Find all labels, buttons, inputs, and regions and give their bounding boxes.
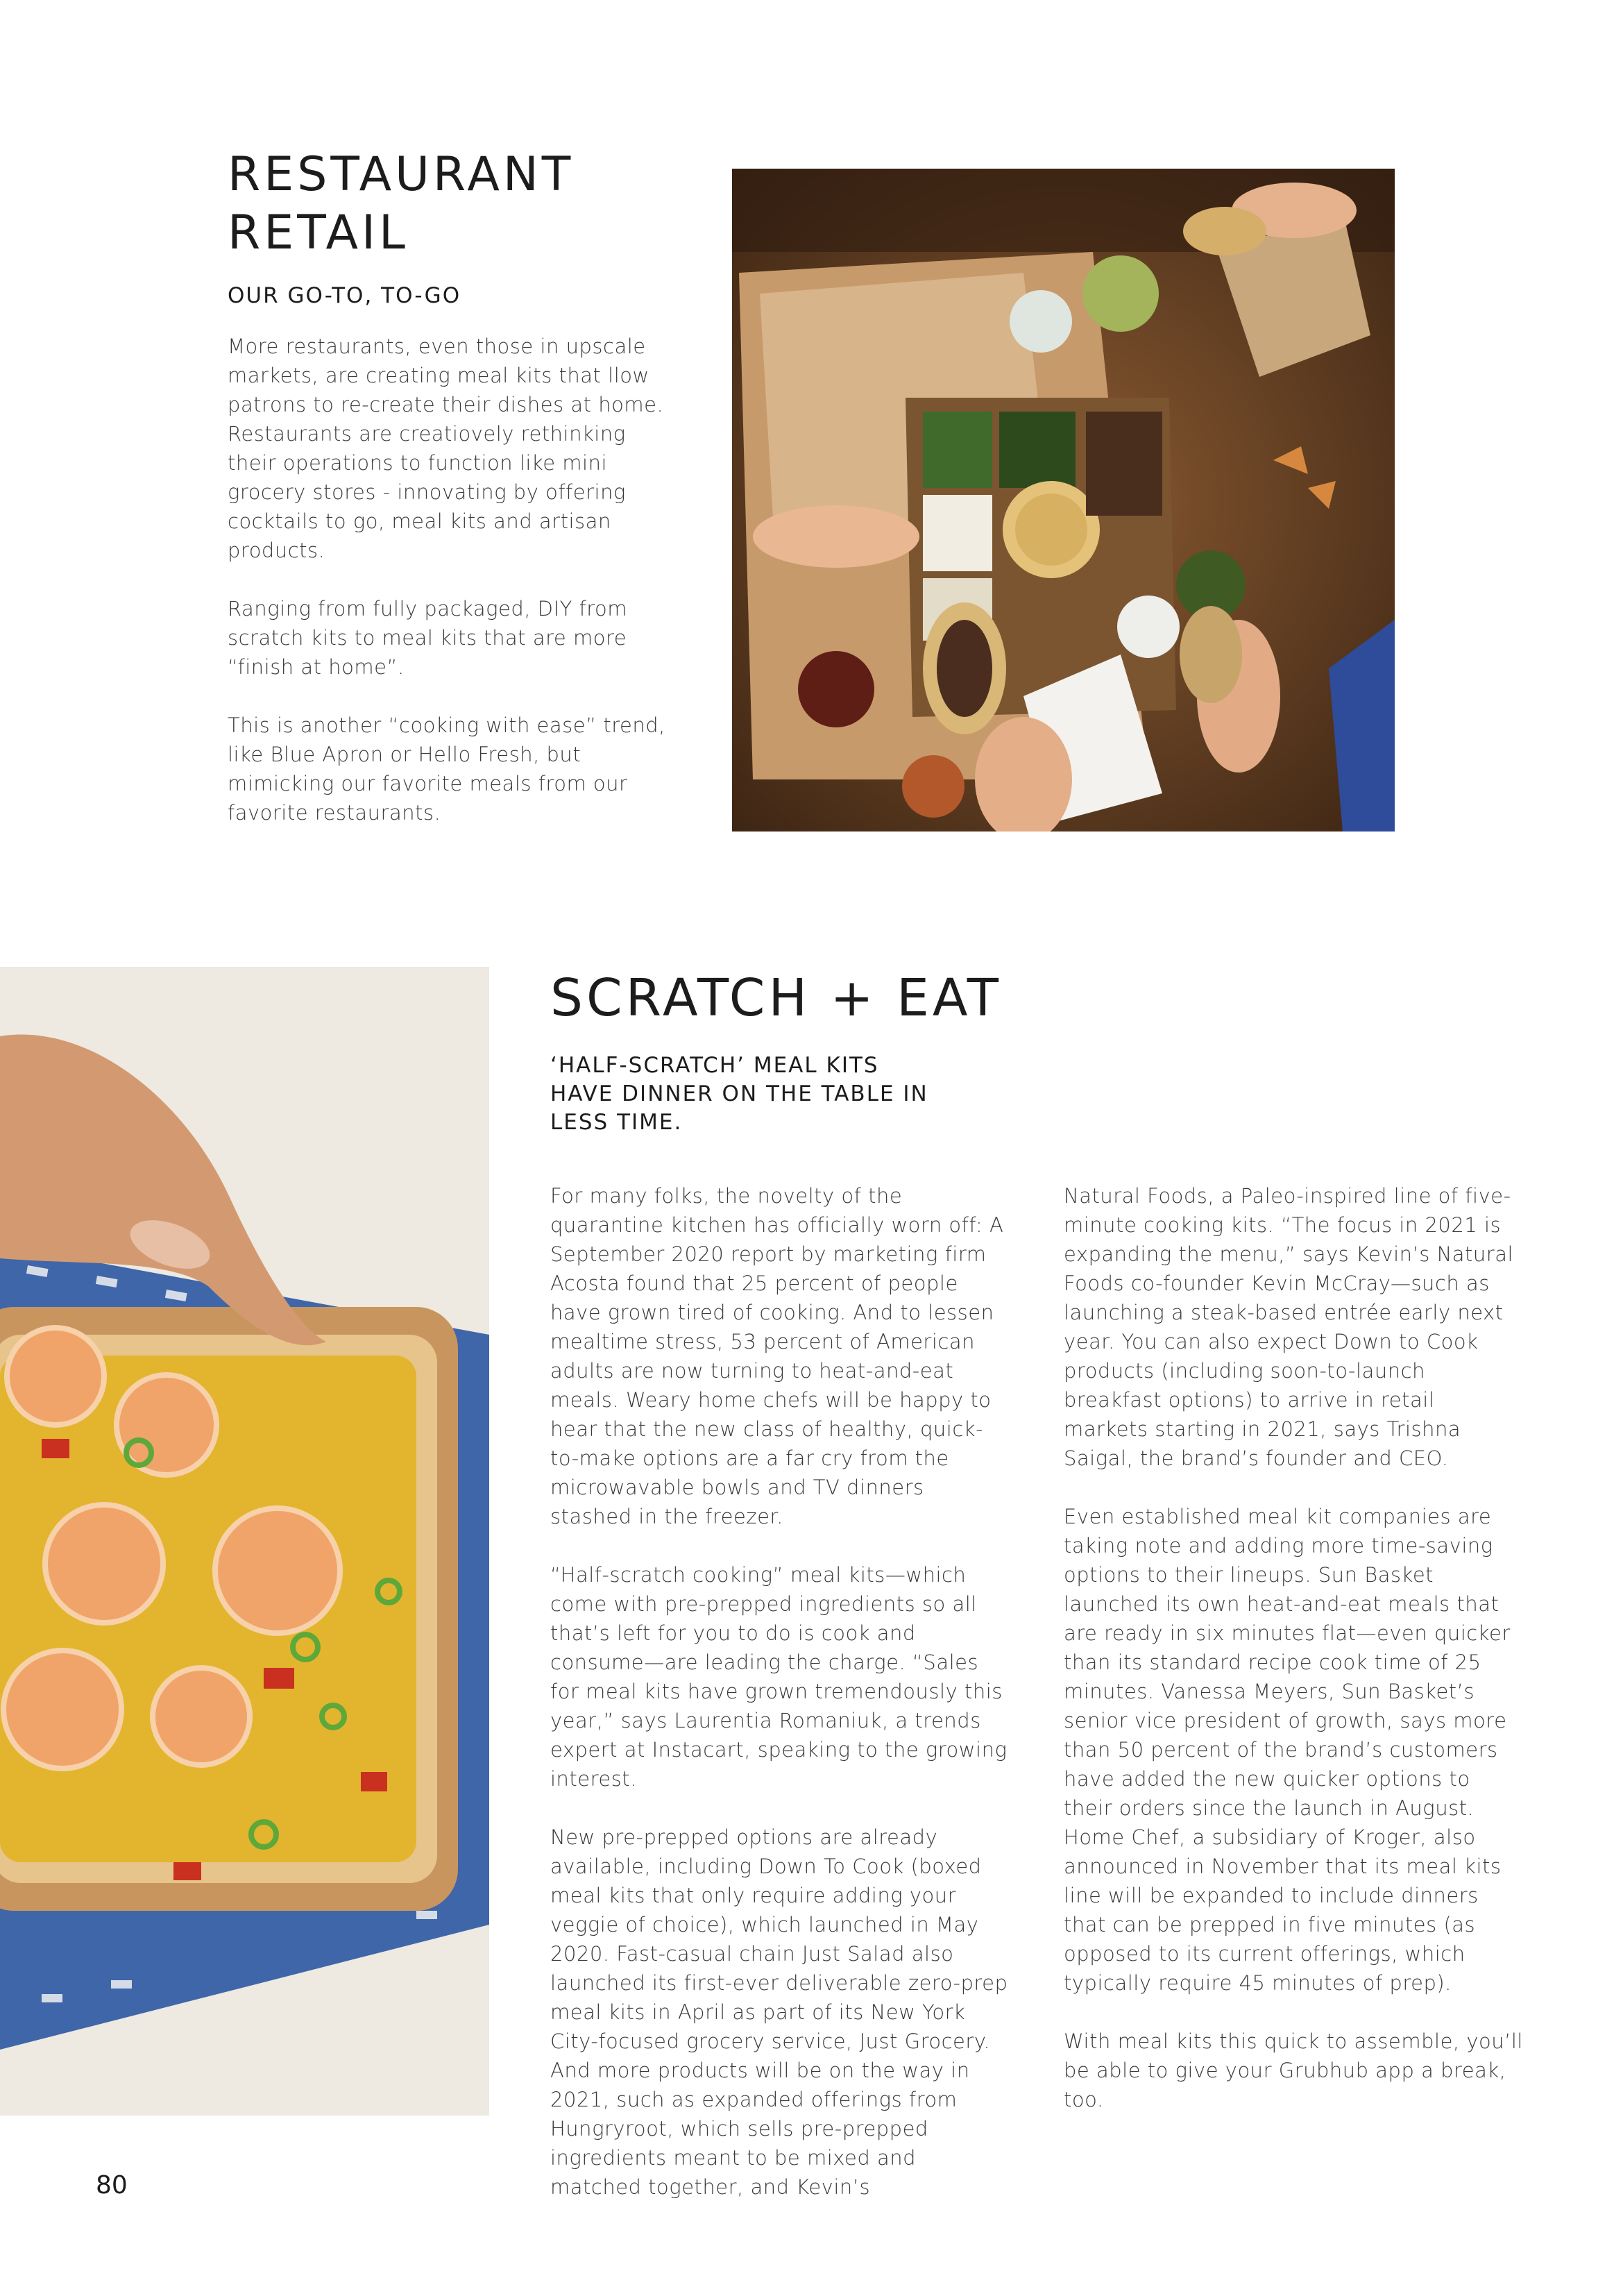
restaurant-retail-body bbox=[228, 332, 672, 856]
scratch-eat-column-1 bbox=[550, 1181, 1008, 2231]
scratch-eat-subtitle bbox=[550, 1052, 928, 1137]
restaurant-retail-subtitle: OUR GO-TO, TO-GO bbox=[228, 283, 461, 308]
paragraph: This is another “cooking with ease” trend, like Blue Apron or Hello Fresh, but mimicking our favorite meals from our favorite restaurants. bbox=[228, 714, 665, 825]
subtitle-line-2: HAVE DINNER ON THE TABLE IN bbox=[550, 1081, 928, 1106]
title-line-2: RETAIL bbox=[228, 205, 409, 260]
scratch-eat-title-block bbox=[550, 967, 1383, 1029]
paragraph: More restaurants, even those in upscale markets, are creating meal kits that llow patrons to re-create their dishes at home. Restaurants are creatiovely rethinking their operations to function like mini grocery stores - innovating by offering cocktails to go, meal kits and artisan products. bbox=[228, 335, 664, 562]
paragraph: With meal kits this quick to assemble, you’ll be able to give your Grubhub app a break, too. bbox=[1064, 2029, 1523, 2111]
paragraph: Ranging from fully packaged, DIY from scratch kits to meal kits that are more “finish at home”. bbox=[228, 597, 627, 679]
page-number: 80 bbox=[96, 2171, 128, 2200]
taco-meal-kit-photo bbox=[732, 169, 1395, 832]
paragraph: For many folks, the novelty of the quarantine kitchen has officially worn off: A September 2020 report by marketing firm Acosta found that 25 percent of people have grown tired of cooking. And to lessen mealtime stress, 53 percent of American adults are now turning to heat-and-eat meals. Weary home chefs will be happy to hear that the new class of healthy, quick-to-make options are a far cry from the microwavable bowls and TV dinners stashed in the freezer. bbox=[550, 1184, 1004, 1528]
scratch-eat-column-2 bbox=[1064, 1181, 1525, 2143]
subtitle-line-3: LESS TIME. bbox=[550, 1110, 683, 1135]
paragraph: Even established meal kit companies are taking note and adding more time-saving options to their lineups. Sun Basket launched its own heat-and-eat meals that are ready in six minutes flat—even quicker than its standard recipe cook time of 25 minutes. Vanessa Meyers, Sun Basket’s senior vice president of growth, says more than 50 percent of the brand’s customers have added the new quicker options to their orders since the launch in August. Home Chef, a subsidiary of Kroger, also announced in November that its meal kits line will be expanded to include dinners that can be prepped in five minutes (as opposed to its current offerings, which typically require 45 minutes of prep). bbox=[1064, 1505, 1511, 1995]
restaurant-retail-title bbox=[228, 146, 672, 262]
paragraph: “Half-scratch cooking” meal kits—which come with pre-prepped ingredients so all that’s left for you to do is cook and consume—are leading the charge. “Sales for meal kits have grown tremendously this year,” says Laurentia Romaniuk, a trends expert at Instacart, speaking to the growing interest. bbox=[550, 1563, 1008, 1791]
paragraph: Natural Foods, a Paleo-inspired line of five-minute cooking kits. “The focus in 2021 is expanding the menu,” says Kevin’s Natural Foods co-founder Kevin McCray—such as launching a steak-based entrée early next year. You can also expect Down to Cook products (including soon-to-launch breakfast options) to arrive in retail markets starting in 2021, says Trishna Saigal, the brand’s founder and CEO. bbox=[1064, 1184, 1514, 1470]
paragraph: New pre-prepped options are already available, including Down To Cook (boxed meal kits that only require adding your veggie of choice), which launched in May 2020. Fast-casual chain Just Salad also launched its first-ever deliverable zero-prep meal kits in April as part of its New York City-focused grocery service, Just Grocery. And more products will be on the way in 2021, such as expanded offerings from Hungryroot, which sells pre-prepped ingredients meant to be mixed and matched together, and Kevin’s bbox=[550, 1825, 1008, 2199]
subtitle-line-1: ‘HALF-SCRATCH’ MEAL KITS bbox=[550, 1053, 879, 1078]
title-line-1: RESTAURANT bbox=[228, 147, 575, 202]
scratch-eat-title: SCRATCH + EAT bbox=[550, 968, 1003, 1028]
shrimp-rice-photo bbox=[0, 967, 489, 2116]
